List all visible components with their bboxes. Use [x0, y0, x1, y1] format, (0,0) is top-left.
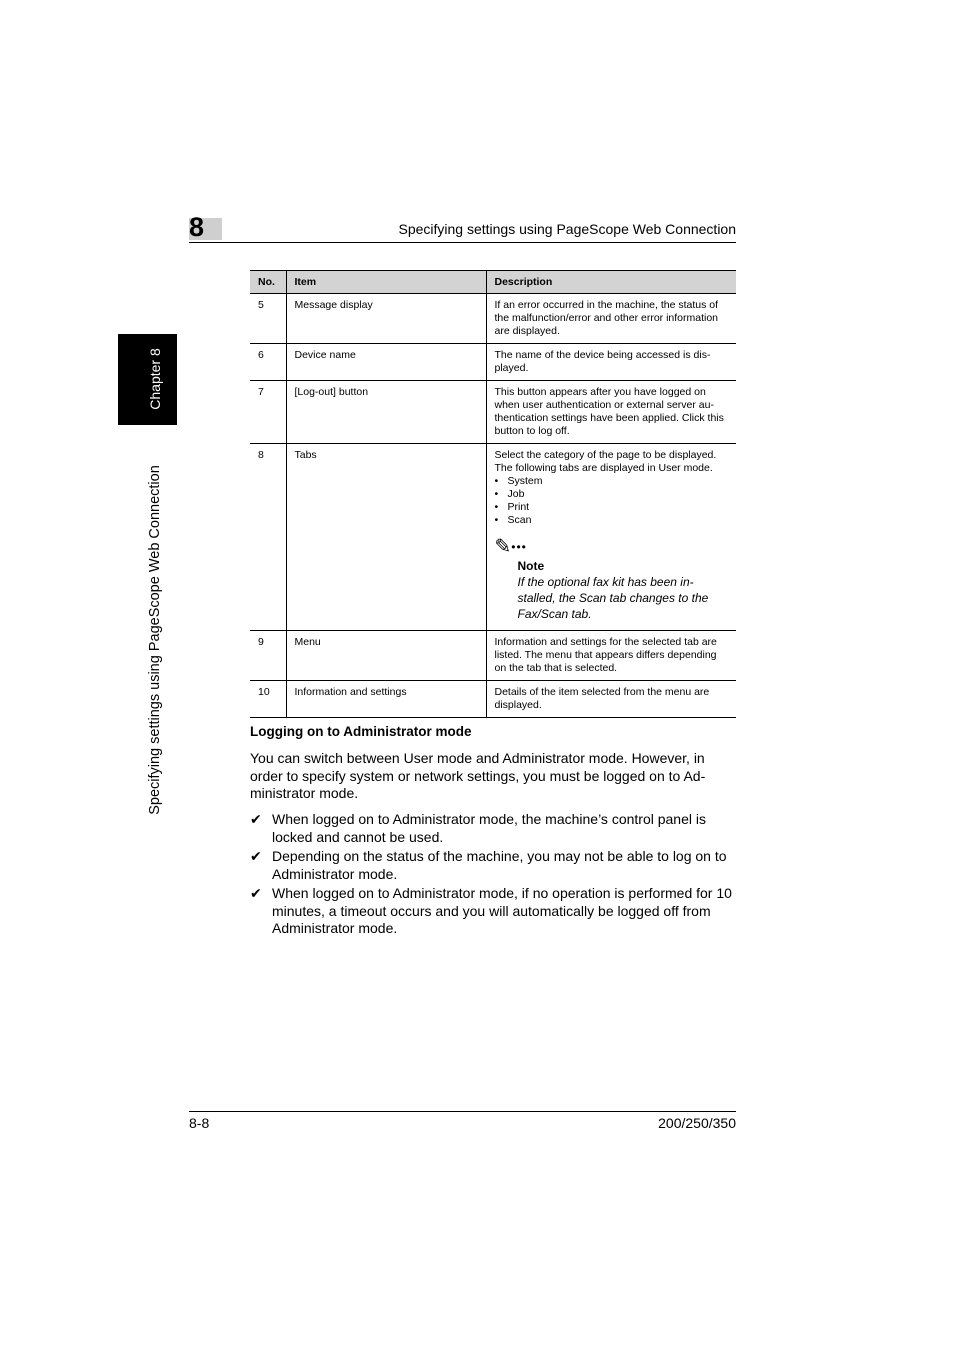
side-tab-chapter-label: Chapter 8: [147, 348, 163, 410]
chapter-number: 8: [189, 212, 205, 242]
column-header-item: Item: [286, 271, 486, 294]
checkmark-icon: ✔: [250, 885, 262, 901]
cell-item: Message display: [286, 294, 486, 344]
cell-description: Information and settings for the selected tab are listed. The menu that appears differs depending on the tab that is selected.: [486, 631, 736, 681]
table-header-row: [250, 271, 736, 294]
check-list: [250, 811, 736, 940]
cell-item: Menu: [286, 631, 486, 681]
model-numbers: 200/250/350: [658, 1115, 736, 1131]
checkmark-icon: ✔: [250, 811, 262, 827]
check-item-text: When logged on to Administrator mode, the machine’s control panel is locked and cannot be used.: [272, 811, 706, 845]
table-row: [250, 631, 736, 681]
column-header-no: No.: [250, 271, 286, 294]
cell-no: 10: [250, 681, 286, 718]
cell-item: Information and settings: [286, 681, 486, 718]
list-item: • Print: [495, 501, 729, 514]
tabs-description-text: Select the category of the page to be displayed. The following tabs are displayed in User mode.: [494, 449, 717, 474]
cell-description: This button appears after you have logged on when user authentication or external server au-thentication settings have been applied. Click this button to log off.: [486, 381, 736, 444]
intro-paragraph: You can switch between User mode and Administrator mode. However, in order to specify system or network settings, you must be logged on to Ad-ministrator mode.: [250, 750, 706, 801]
note-block: [495, 537, 729, 622]
section-heading: Logging on to Administrator mode: [250, 724, 472, 739]
cell-item: [Log-out] button: [286, 381, 486, 444]
cell-description: [486, 444, 736, 631]
table-row: [250, 681, 736, 718]
cell-no: 8: [250, 444, 286, 631]
table-row: [250, 381, 736, 444]
tabs-list: [495, 475, 729, 527]
check-item-text: When logged on to Administrator mode, if no operation is performed for 10 minutes, a timeout occurs and you will automatically be logged off from Administrator mode.: [272, 885, 732, 936]
table-row: [250, 444, 736, 631]
list-item: • System: [495, 475, 729, 488]
table-row: [250, 344, 736, 381]
cell-no: 7: [250, 381, 286, 444]
column-header-description: Description: [486, 271, 736, 294]
pencil-note-icon: ✎•••: [494, 536, 527, 558]
item-description-table: [250, 270, 736, 718]
table-row: [250, 294, 736, 344]
page-number: 8-8: [189, 1115, 210, 1131]
checkmark-icon: ✔: [250, 848, 262, 864]
cell-item: Device name: [286, 344, 486, 381]
list-item: • Scan: [495, 514, 729, 527]
list-item: [250, 848, 736, 883]
cell-no: 6: [250, 344, 286, 381]
list-item: [250, 811, 736, 846]
cell-item: Tabs: [286, 444, 486, 631]
check-item-text: Depending on the status of the machine, you may not be able to log on to Administrator mode.: [272, 848, 727, 882]
side-tab-section-label: Specifying settings using PageScope Web Connection: [147, 465, 163, 815]
list-item: • Job: [495, 488, 729, 501]
cell-no: 9: [250, 631, 286, 681]
running-header-title: Specifying settings using PageScope Web Connection: [398, 221, 736, 237]
list-item: [250, 885, 736, 938]
note-text: If the optional fax kit has been in-stalled, the Scan tab changes to the Fax/Scan tab.: [517, 575, 709, 621]
header-divider: [189, 242, 736, 243]
footer-divider: [189, 1111, 736, 1112]
cell-no: 5: [250, 294, 286, 344]
cell-description: The name of the device being accessed is dis-played.: [486, 344, 736, 381]
cell-description: Details of the item selected from the menu are displayed.: [486, 681, 736, 718]
cell-description: If an error occurred in the machine, the status of the malfunction/error and other error information are displayed.: [486, 294, 736, 344]
note-title: Note: [517, 559, 545, 573]
